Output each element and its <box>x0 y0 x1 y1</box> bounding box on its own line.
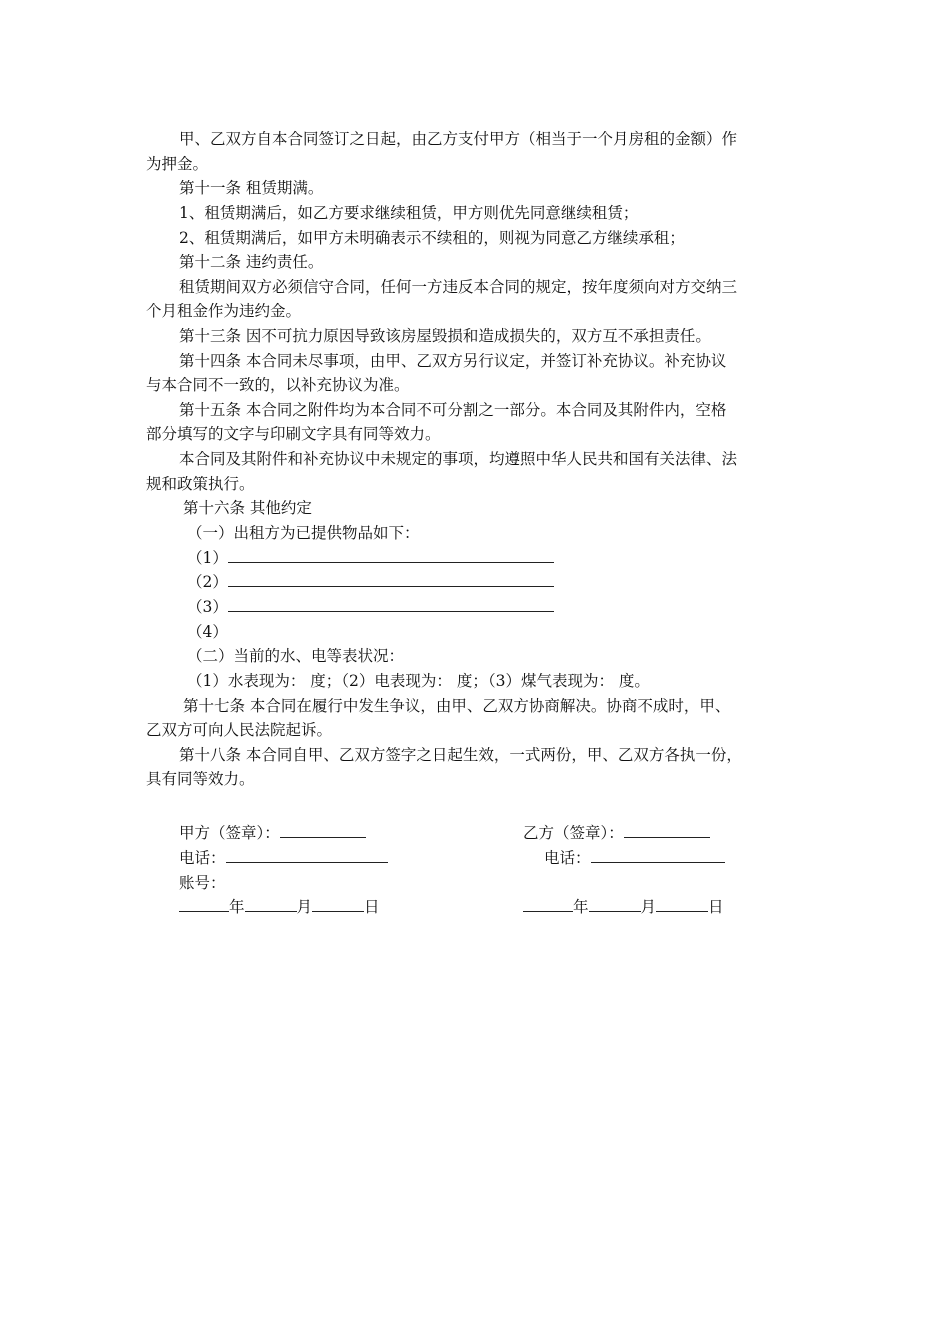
party-a-phone <box>179 848 388 868</box>
party-a-signature-blank[interactable] <box>280 823 366 838</box>
law-clause-line-1: 本合同及其附件和补充协议中未规定的事项，均遵照中华人民共和国有关法律、法 <box>179 450 738 468</box>
provided-item-3-blank[interactable] <box>228 597 554 612</box>
provided-item-4 <box>187 622 228 642</box>
article-12-text-2: 个月租金作为违约金。 <box>146 302 302 320</box>
article-15-line-1: 第十五条 本合同之附件均为本合同不可分割之一部分。本合同及其附件内，空格 <box>179 401 727 419</box>
provided-item-1-label: （1） <box>187 549 228 567</box>
party-a-signature <box>179 823 366 843</box>
party-a-year-blank[interactable] <box>179 897 229 912</box>
article-14-line-2: 与本合同不一致的，以补充协议为准。 <box>146 376 410 394</box>
meter-readings: （1）水表现为： 度；（2）电表现为： 度；（3）煤气表现为： 度。 <box>187 672 650 690</box>
party-a-phone-label: 电话： <box>179 849 226 867</box>
provided-item-2 <box>187 572 554 592</box>
deposit-line-2: 为押金。 <box>146 155 209 173</box>
article-12-heading: 第十二条 违约责任。 <box>179 253 324 271</box>
year-label: 年 <box>229 898 245 916</box>
party-b-phone-label: 电话： <box>544 849 591 867</box>
party-b-signature <box>523 823 710 843</box>
law-clause-line-2: 规和政策执行。 <box>146 475 255 493</box>
article-12-text-1: 租赁期间双方必须信守合同，任何一方违反本合同的规定，按年度须向对方交纳三 <box>179 278 738 296</box>
day-label: 日 <box>708 898 724 916</box>
party-b-month-blank[interactable] <box>589 897 641 912</box>
article-18-line-2: 具有同等效力。 <box>146 770 255 788</box>
article-15-line-2: 部分填写的文字与印刷文字具有同等效力。 <box>146 425 441 443</box>
article-14-line-1: 第十四条 本合同未尽事项，由甲、乙双方另行议定，并签订补充协议。补充协议 <box>179 352 727 370</box>
article-11-item-1: 1、租赁期满后，如乙方要求继续租赁，甲方则优先同意继续租赁； <box>179 204 639 222</box>
party-a-date <box>179 897 380 917</box>
article-13: 第十三条 因不可抗力原因导致该房屋毁损和造成损失的，双方互不承担责任。 <box>179 327 711 345</box>
article-17-line-1: 第十七条 本合同在履行中发生争议，由甲、乙双方协商解决。协商不成时，甲、 <box>183 697 731 715</box>
provided-item-2-label: （2） <box>187 573 228 591</box>
party-a-account: 账号： <box>179 874 226 892</box>
party-a-day-blank[interactable] <box>312 897 364 912</box>
party-b-phone-blank[interactable] <box>591 848 725 863</box>
month-label: 月 <box>640 898 657 916</box>
provided-items-heading: （一）出租方为已提供物品如下： <box>187 524 420 542</box>
article-11-item-2: 2、租赁期满后，如甲方未明确表示不续租的，则视为同意乙方继续承租； <box>179 229 685 247</box>
party-b-date <box>523 897 724 917</box>
deposit-line-1: 甲、乙双方自本合同签订之日起，由乙方支付甲方（相当于一个月房租的金额）作 <box>179 130 738 148</box>
party-a-phone-blank[interactable] <box>226 848 388 863</box>
party-b-phone <box>544 848 725 868</box>
provided-item-1 <box>187 548 554 568</box>
party-b-signature-label: 乙方（签章）： <box>523 824 624 842</box>
party-b-day-blank[interactable] <box>656 897 708 912</box>
article-17-line-2: 乙双方可向人民法院起诉。 <box>146 721 333 739</box>
party-b-signature-blank[interactable] <box>624 823 710 838</box>
provided-item-1-blank[interactable] <box>228 548 554 563</box>
provided-item-3-label: （3） <box>187 598 228 616</box>
month-label: 月 <box>296 898 313 916</box>
provided-item-4-label: （4） <box>187 623 228 641</box>
party-a-month-blank[interactable] <box>245 897 297 912</box>
provided-item-3 <box>187 597 554 617</box>
article-18-line-1: 第十八条 本合同自甲、乙双方签字之日起生效，一式两份，甲、乙双方各执一份， <box>179 746 742 764</box>
day-label: 日 <box>364 898 380 916</box>
meter-status-heading: （二）当前的水、电等表状况： <box>187 647 405 665</box>
year-label: 年 <box>573 898 589 916</box>
article-11-heading: 第十一条 租赁期满。 <box>179 179 324 197</box>
article-16-heading: 第十六条 其他约定 <box>183 499 312 517</box>
provided-item-2-blank[interactable] <box>228 572 554 587</box>
party-a-signature-label: 甲方（签章）： <box>179 824 280 842</box>
party-b-year-blank[interactable] <box>523 897 573 912</box>
